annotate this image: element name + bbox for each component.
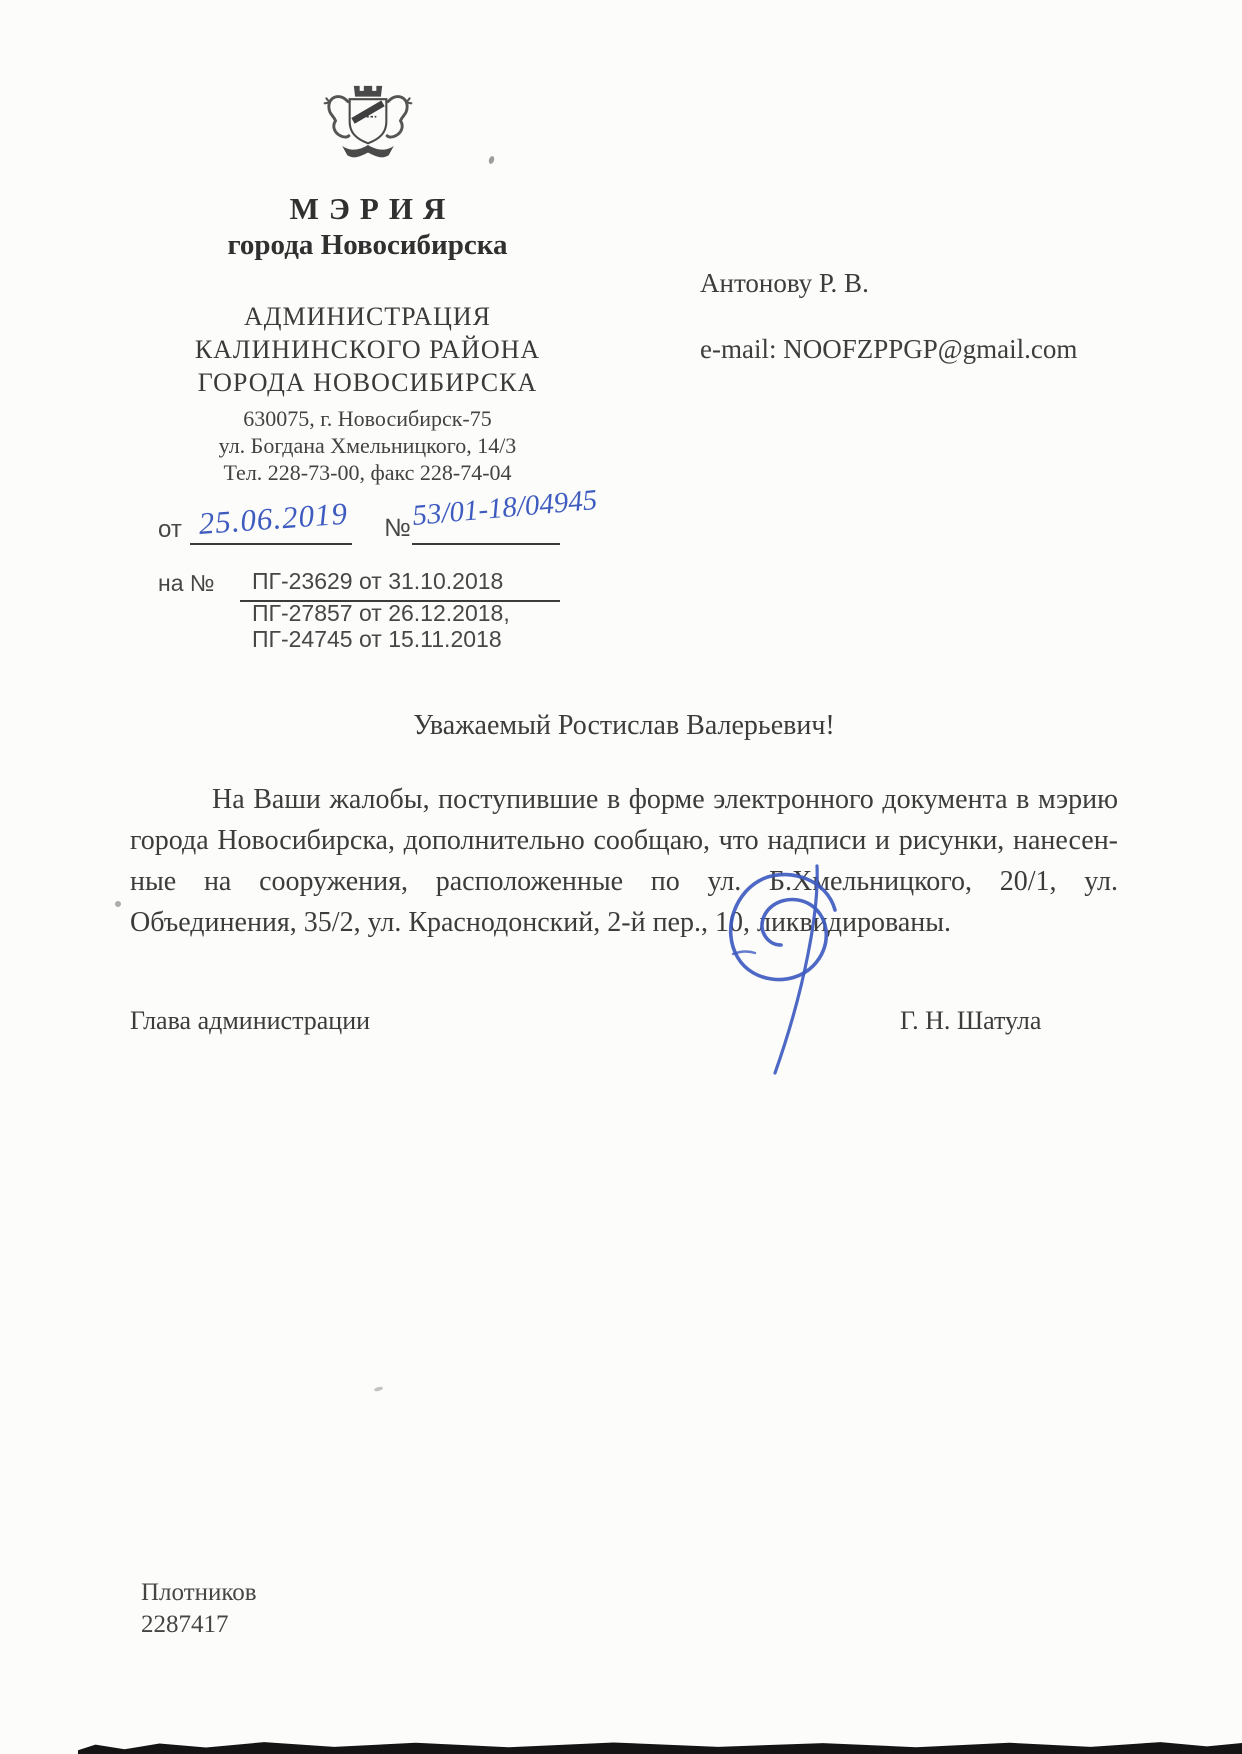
- recipient-name: Антонову Р. В.: [700, 268, 869, 298]
- department-line: ГОРОДА НОВОСИБИРСКА: [197, 368, 538, 397]
- number-underline: [412, 543, 560, 545]
- address-block: [155, 405, 580, 486]
- in-reply-to-reference: ПГ-27857 от 26.12.2018,: [252, 600, 510, 626]
- scan-speck: [115, 901, 121, 907]
- signer-name: Г. Н. Шатула: [900, 1006, 1042, 1035]
- department-line: КАЛИНИНСКОГО РАЙОНА: [194, 335, 541, 364]
- agency-title: МЭРИЯ: [289, 191, 456, 226]
- address-line: Тел. 228-73-00, факс 228-74-04: [223, 460, 512, 485]
- agency-subtitle: города Новосибирска: [227, 229, 508, 261]
- body-line: города Новосибирска, дополнительно сообщаю, что надписи и рисунки, нанесен-: [130, 825, 1118, 856]
- address-line: 630075, г. Новосибирск-75: [243, 406, 492, 431]
- address-line: ул. Богдана Хмельницкого, 14/3: [218, 433, 517, 458]
- executor-phone: 2287417: [141, 1611, 229, 1638]
- scan-speck: [374, 1386, 384, 1392]
- outgoing-number-label: №: [384, 514, 411, 542]
- handwritten-date: 25.06.2019: [197, 495, 350, 542]
- in-reply-to-label: на №: [158, 570, 215, 596]
- scan-edge-artifact: [78, 1737, 1242, 1754]
- body-line: ные на сооружения, расположенные по ул. Б.Хмельницкого, 20/1, ул.: [130, 866, 1118, 897]
- salutation: Уважаемый Ростислав Валерьевич!: [413, 710, 835, 741]
- signature-icon: [693, 858, 858, 1093]
- body-paragraph: [130, 779, 1118, 943]
- department-name-block: [155, 300, 580, 399]
- executor-name: Плотников: [141, 1579, 257, 1606]
- body-line: На Ваши жалобы, поступившие в форме электронного документа в мэрию: [212, 784, 1118, 815]
- body-line: Объединения, 35/2, ул. Краснодонский, 2-й пер., 10, ликвидированы.: [130, 907, 952, 938]
- department-line: АДМИНИСТРАЦИЯ: [244, 302, 491, 331]
- coat-of-arms-icon: [318, 82, 418, 168]
- date-underline: [190, 543, 352, 545]
- handwritten-number: 53/01-18/04945: [411, 483, 599, 533]
- in-reply-to-reference: ПГ-24745 от 15.11.2018: [252, 626, 502, 652]
- signer-position-title: Глава администрации: [130, 1006, 371, 1035]
- letterhead-block: [155, 82, 580, 486]
- recipient-email: e-mail: NOOFZPPGP@gmail.com: [700, 334, 1078, 364]
- in-reply-to-reference: ПГ-23629 от 31.10.2018: [240, 568, 560, 602]
- outgoing-date-label: от: [158, 516, 182, 543]
